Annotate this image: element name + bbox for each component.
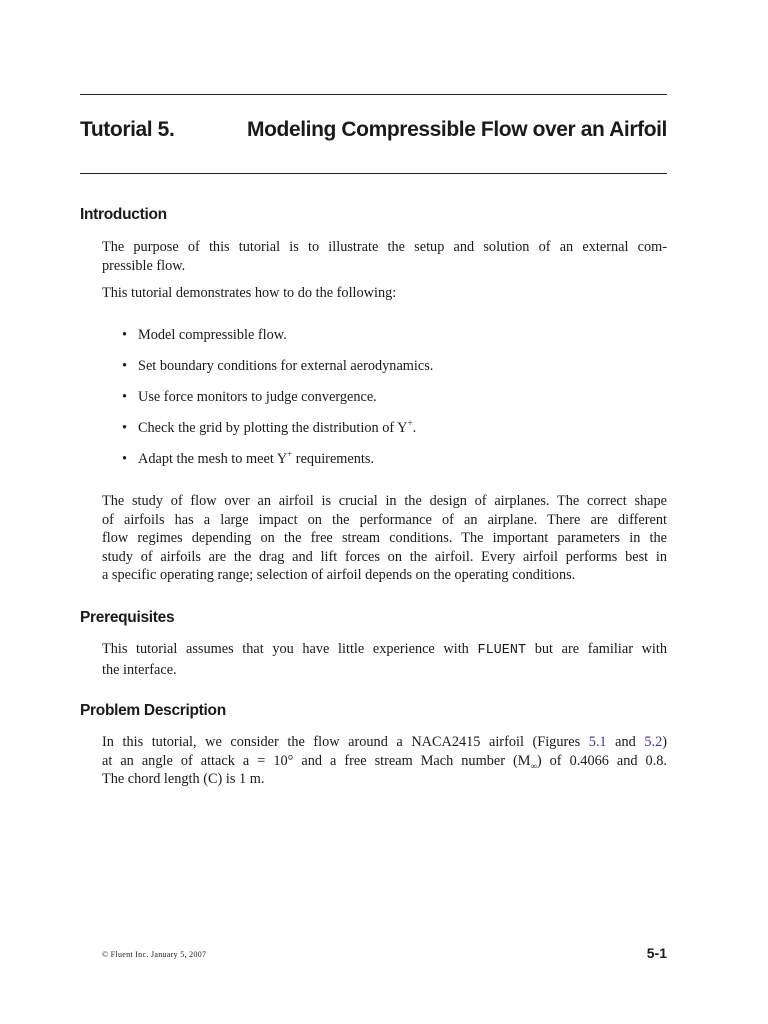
superscript: +	[287, 449, 293, 460]
text-line: study of airfoils are the drag and lift forces on the airfoil. Every airfoil performs best in	[102, 548, 667, 565]
list-item-text	[138, 450, 374, 468]
section-heading-problem-description: Problem Description	[80, 702, 226, 719]
list-item-text-tail: requirements.	[292, 451, 375, 467]
superscript: +	[407, 418, 413, 429]
text-line: The study of flow over an airfoil is crucial in the design of airplanes. The correct shape	[102, 493, 667, 509]
intro-paragraph-1	[102, 238, 667, 275]
figure-link-5-2[interactable]: 5.2	[644, 734, 663, 750]
page-number: 5-1	[646, 945, 667, 961]
text-line	[102, 752, 667, 771]
text-line: This tutorial demonstrates how to do the following:	[102, 285, 397, 301]
text-line: The purpose of this tutorial is to illustrate the setup and solution of an external com-	[102, 239, 667, 255]
text-line: flow regimes depending on the free stream conditions. The important parameters in the	[102, 530, 667, 546]
title-bottom-rule	[80, 173, 667, 174]
text-run: but are familiar with	[526, 641, 667, 657]
text-line	[102, 733, 667, 752]
chapter-title	[80, 118, 667, 142]
section-heading-prerequisites: Prerequisites	[80, 609, 175, 626]
title-top-rule	[80, 94, 667, 95]
text-line: of airfoils has a large impact on the performance of an airplane. There are different	[102, 511, 667, 528]
text-line: pressible flow.	[102, 257, 186, 274]
text-line: The chord length (C) is 1 m.	[102, 771, 265, 787]
subscript: ∞	[530, 760, 537, 771]
intro-paragraph-2	[102, 284, 667, 303]
bullet-icon: •	[122, 327, 128, 343]
section-heading-introduction: Introduction	[80, 206, 167, 223]
bullet-icon: •	[122, 358, 128, 374]
bullet-icon: •	[122, 451, 128, 467]
footer-copyright: © Fluent Inc. January 5, 2007	[102, 950, 207, 959]
bullet-icon: •	[122, 420, 128, 436]
list-item-text: Use force monitors to judge convergence.	[138, 389, 377, 405]
text-run: In this tutorial, we consider the flow around a NACA2415 airfoil (Figures	[102, 734, 589, 750]
list-item-text	[138, 419, 416, 437]
text-run: )	[662, 734, 667, 750]
text-line: the interface.	[102, 661, 177, 678]
software-name: FLUENT	[477, 643, 527, 658]
text-run: This tutorial assumes that you have little experience with	[102, 641, 478, 657]
list-item-text-main: Adapt the mesh to meet Y	[138, 451, 288, 467]
text-run: ) of 0.4066 and 0.8.	[536, 752, 668, 769]
chapter-number: Tutorial 5.	[80, 118, 175, 141]
chapter-name: Modeling Compressible Flow over an Airfoil	[247, 118, 667, 141]
text-run: and	[606, 734, 645, 750]
list-item-text: Model compressible flow.	[138, 327, 287, 343]
list-item-text: Set boundary conditions for external aerodynamics.	[138, 358, 434, 374]
list-item-text-main: Check the grid by plotting the distribution of Y	[138, 420, 408, 436]
intro-paragraph-3	[102, 492, 667, 585]
problem-paragraph	[102, 733, 667, 789]
figure-link-5-1[interactable]: 5.1	[588, 734, 607, 750]
text-line: a specific operating range; selection of airfoil depends on the operating conditions.	[102, 567, 576, 583]
bullet-icon: •	[122, 389, 128, 405]
text-line	[102, 640, 667, 661]
prerequisites-paragraph	[102, 640, 667, 679]
text-run: at an angle of attack a = 10° and a free stream Mach number (M	[102, 752, 531, 769]
list-item-text-tail: .	[412, 420, 417, 436]
